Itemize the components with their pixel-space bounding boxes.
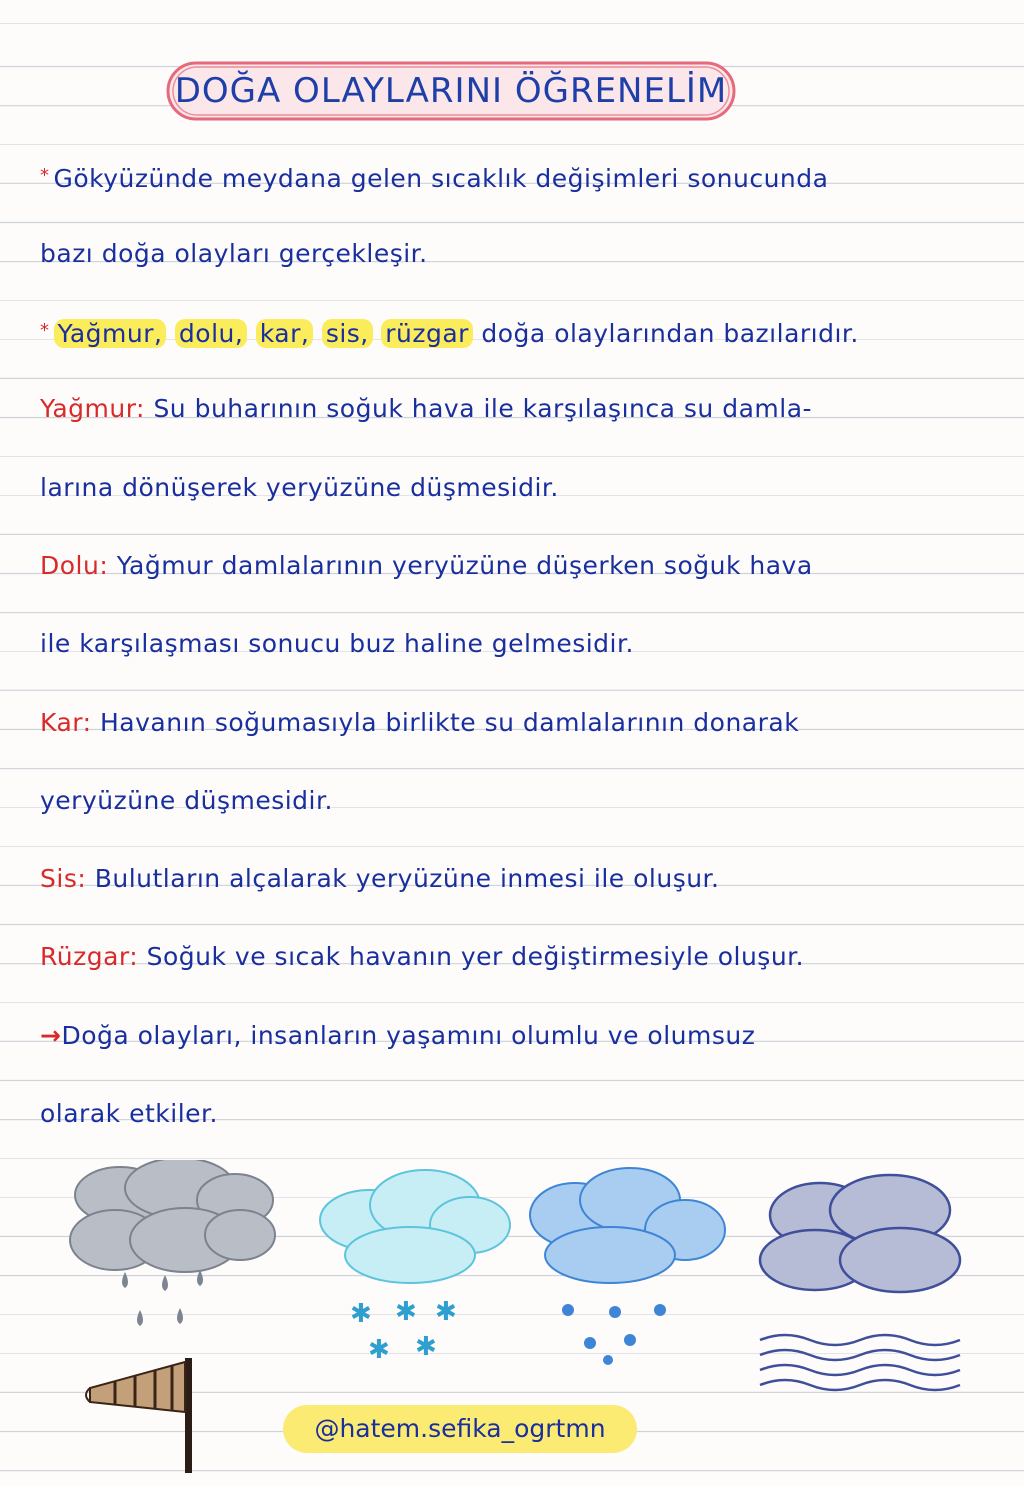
term-yagmur: Yağmur: xyxy=(40,394,145,423)
author-watermark: @hatem.sefika_ogrtmn xyxy=(283,1405,637,1453)
conclusion-text-2: olarak etkiler. xyxy=(40,1099,218,1128)
examples-line xyxy=(40,311,980,354)
ruzgar-line xyxy=(40,937,980,977)
conclusion-text-1: Doğa olayları, insanların yaşamını olumlu ve olumsuz xyxy=(61,1021,756,1050)
sis-line xyxy=(40,859,980,899)
yagmur-def-2: larına dönüşerek yeryüzüne düşmesidir. xyxy=(40,473,559,502)
intro-line-1 xyxy=(40,156,980,199)
page-title: DOĞA OLAYLARINI ÖĞRENELİM xyxy=(174,71,728,111)
windsock-icon xyxy=(80,1350,220,1480)
wind-cloud-icon xyxy=(750,1160,970,1400)
kar-line-2 xyxy=(40,781,980,821)
example-item: sis, xyxy=(322,319,373,348)
example-item: kar, xyxy=(256,319,314,348)
sis-def: Bulutların alçalarak yeryüzüne inmesi ile oluşur. xyxy=(94,864,720,893)
yagmur-def-1: Su buharının soğuk hava ile karşılaşınca su damla- xyxy=(153,394,813,423)
svg-text:✱: ✱ xyxy=(415,1332,437,1362)
svg-text:✱: ✱ xyxy=(395,1297,417,1327)
bullet-star: * xyxy=(40,320,50,341)
kar-def-1: Havanın soğumasıyla birlikte su damlalarının donarak xyxy=(100,708,800,737)
kar-line-1 xyxy=(40,703,980,743)
svg-text:✱: ✱ xyxy=(368,1335,390,1365)
title-banner xyxy=(165,60,737,122)
yagmur-line-1 xyxy=(40,389,980,429)
conclusion-line-2 xyxy=(40,1094,980,1134)
dolu-def-1: Yağmur damlalarının yeryüzüne düşerken soğuk hava xyxy=(116,551,813,580)
intro-text-1: Gökyüzünde meydana gelen sıcaklık değişimleri sonucunda xyxy=(53,164,829,193)
term-ruzgar: Rüzgar: xyxy=(40,942,139,971)
arrow-icon: → xyxy=(40,1021,62,1050)
svg-text:✱: ✱ xyxy=(435,1297,457,1327)
term-kar: Kar: xyxy=(40,708,92,737)
ruzgar-def: Soğuk ve sıcak havanın yer değiştirmesiyle oluşur. xyxy=(146,942,805,971)
dolu-line-2 xyxy=(40,624,980,664)
example-item: dolu, xyxy=(175,319,247,348)
hail-cloud-icon xyxy=(520,1160,740,1400)
conclusion-line-1 xyxy=(40,1016,980,1056)
dolu-line-1 xyxy=(40,546,980,586)
examples-rest: doğa olaylarından bazılarıdır. xyxy=(481,319,859,348)
intro-line-2 xyxy=(40,234,980,274)
svg-text:✱: ✱ xyxy=(350,1299,372,1329)
example-item: rüzgar xyxy=(381,319,473,348)
example-item: Yağmur, xyxy=(54,319,167,348)
kar-def-2: yeryüzüne düşmesidir. xyxy=(40,786,333,815)
term-dolu: Dolu: xyxy=(40,551,109,580)
highlighted-examples xyxy=(54,319,473,348)
snow-cloud-icon xyxy=(310,1160,530,1400)
dolu-def-2: ile karşılaşması sonucu buz haline gelmesidir. xyxy=(40,629,634,658)
intro-text-2: bazı doğa olayları gerçekleşir. xyxy=(40,239,428,268)
term-sis: Sis: xyxy=(40,864,87,893)
yagmur-line-2 xyxy=(40,468,980,508)
bullet-star: * xyxy=(40,165,50,186)
